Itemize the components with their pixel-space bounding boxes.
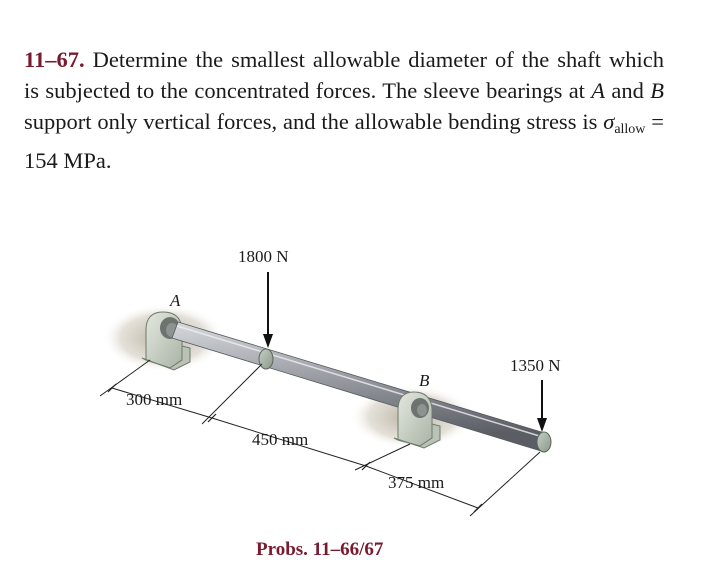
dimension-375-label: 375 mm: [388, 473, 445, 492]
problem-text-part-2: support only vertical forces, and the allowable bending stress is: [24, 109, 604, 134]
support-b-ref: B: [650, 78, 664, 103]
stress-value: = 154 MPa.: [24, 109, 664, 173]
sigma-symbol: σ: [603, 109, 615, 134]
support-a-ref: A: [591, 78, 606, 103]
force-2-label: 1350 N: [510, 356, 561, 375]
force-arrow-1350: [537, 380, 547, 432]
problem-number: 11–67.: [24, 47, 85, 72]
figure-caption: Probs. 11–66/67: [256, 539, 384, 560]
support-a-label: A: [170, 291, 181, 310]
force-1-label: 1800 N: [238, 247, 289, 266]
load-collar: [259, 349, 273, 369]
sigma-subscript: allow: [614, 122, 646, 137]
dimension-450-label: 450 mm: [252, 430, 309, 449]
force-arrow-1800: [263, 272, 273, 348]
problem-text-part-1: Determine the smallest allowable diameter of the shaft which is subjected to the concentrated forces. The sleeve bearings at: [24, 47, 664, 103]
dimension-300-label: 300 mm: [126, 390, 183, 409]
and-word: and: [605, 78, 651, 103]
support-b-label: B: [419, 371, 430, 390]
shaft-end: [537, 432, 551, 452]
